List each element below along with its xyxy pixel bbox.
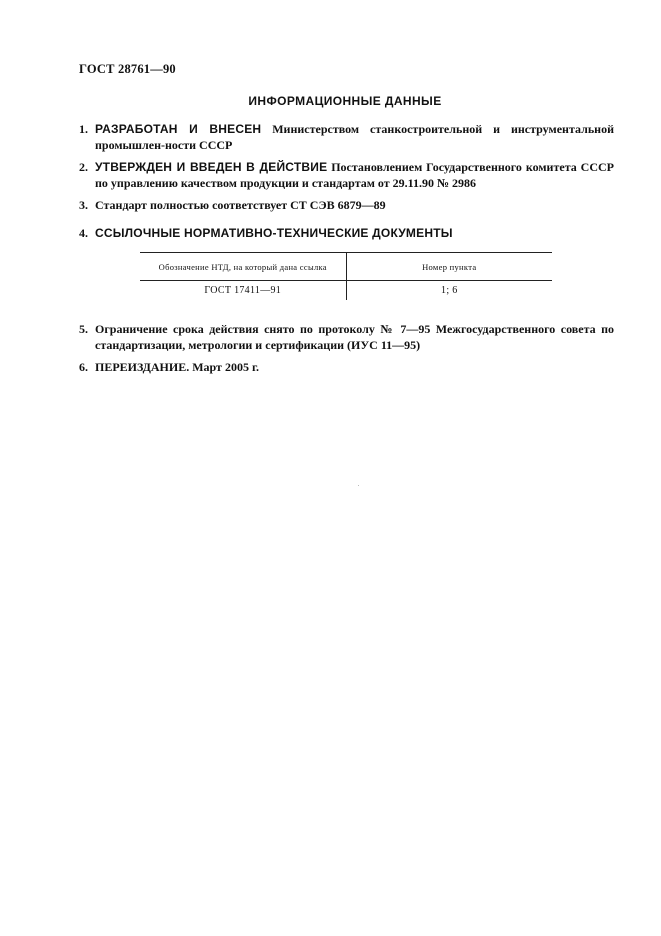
item-number: 1. xyxy=(79,122,88,136)
item-number: 3. xyxy=(79,198,88,212)
table-cell-clause: 1; 6 xyxy=(441,285,458,296)
item-body xyxy=(95,159,614,191)
item-body xyxy=(95,225,614,241)
reference-documents-table xyxy=(140,252,552,300)
item-text: Стандарт полностью соответствует СТ СЭВ 6879—89 xyxy=(95,198,386,212)
info-item-5 xyxy=(79,321,614,353)
info-item-2 xyxy=(79,159,614,191)
item-number: 4. xyxy=(79,226,88,240)
item-text: Постановлением Государственного комитета СССР по управлению качеством продукции и стандартам от 29.11.90 № 2986 xyxy=(95,160,614,190)
item-body xyxy=(95,359,614,375)
item-body xyxy=(95,197,614,213)
document-code: ГОСТ 28761—90 xyxy=(79,62,176,76)
item-lead: УТВЕРЖДЕН И ВВЕДЕН В ДЕЙСТВИЕ xyxy=(95,160,328,174)
scan-speck xyxy=(358,485,359,486)
info-item-6 xyxy=(79,359,614,375)
column-header-document: Обозначение НТД, на который дана ссылка xyxy=(140,253,346,281)
item-lead: РАЗРАБОТАН И ВНЕСЕН xyxy=(95,122,262,136)
table-header-row xyxy=(140,253,552,281)
item-body xyxy=(95,121,614,153)
item-lead: ПЕРЕИЗДАНИЕ. xyxy=(95,360,190,374)
item-body xyxy=(95,321,614,353)
item-number: 5. xyxy=(79,322,88,336)
info-item-4 xyxy=(79,225,614,241)
table-row xyxy=(140,281,552,301)
item-lead: ССЫЛОЧНЫЕ НОРМАТИВНО-ТЕХНИЧЕСКИЕ ДОКУМЕНТЫ xyxy=(95,226,453,240)
item-text: Ограничение срока действия снято по протоколу № 7—95 Межгосударственного совета по стандартизации, метрологии и сертификации (ИУС 11—95) xyxy=(95,322,614,352)
column-header-clause: Номер пункта xyxy=(346,253,552,281)
info-item-3 xyxy=(79,197,614,213)
item-number: 6. xyxy=(79,360,88,374)
item-number: 2. xyxy=(79,160,88,174)
item-text: Министерством станкостроительной и инструментальной промышлен-ности СССР xyxy=(95,122,614,152)
table-cell-document: ГОСТ 17411—91 xyxy=(140,281,346,301)
section-title: ИНФОРМАЦИОННЫЕ ДАННЫЕ xyxy=(248,94,442,108)
item-text: Март 2005 г. xyxy=(192,360,260,374)
info-item-1 xyxy=(79,121,614,153)
